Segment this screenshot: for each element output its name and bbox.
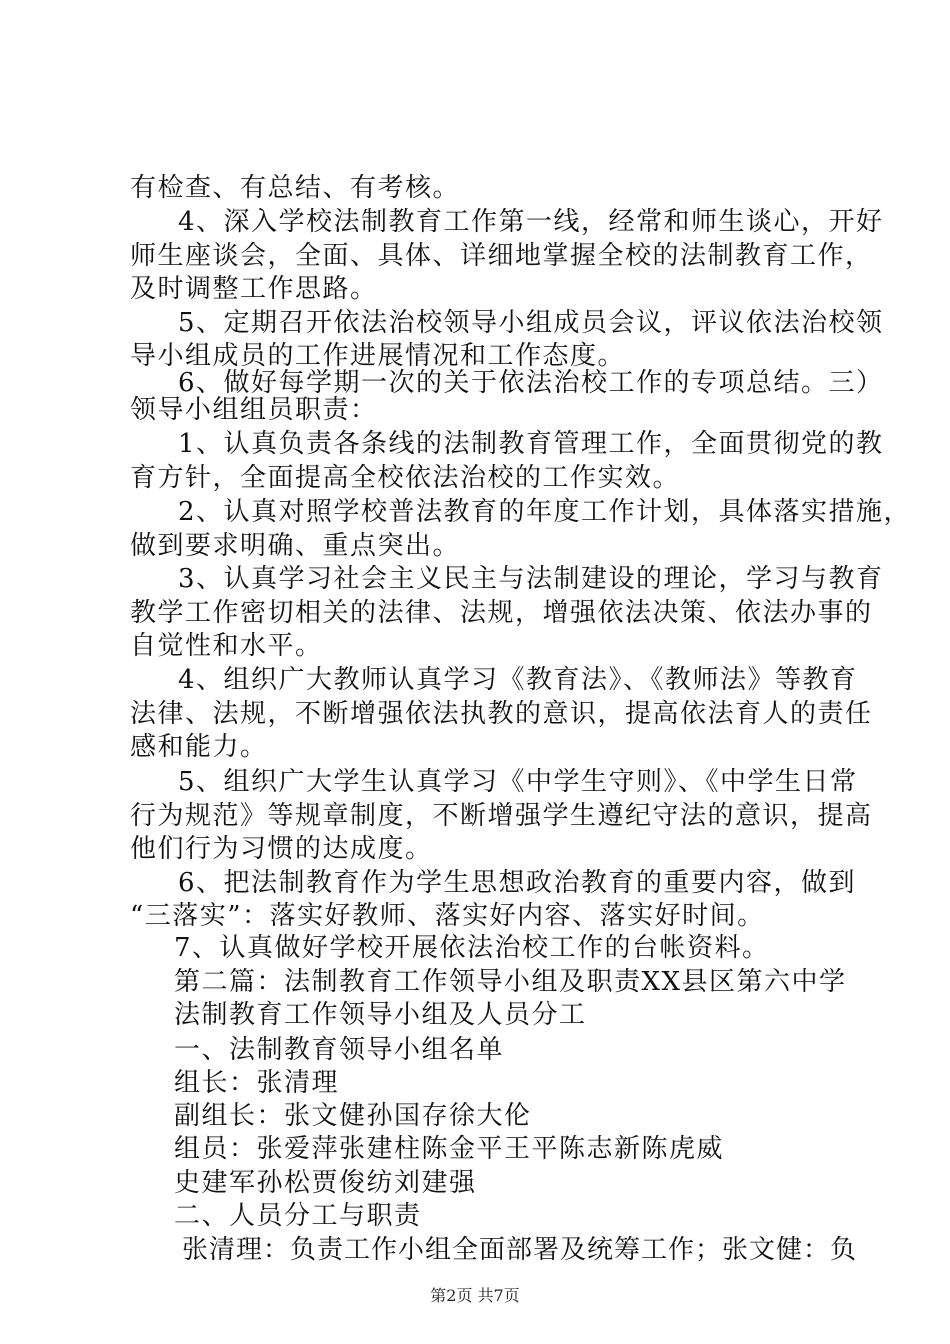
text-line: 史建军孙松贾俊纺刘建强 <box>174 1168 477 1198</box>
text-line: 副组长：张文健孙国存徐大伦 <box>174 1101 532 1131</box>
text-line: 做到要求明确、重点突出。 <box>130 531 461 561</box>
text-line: 5、定期召开依法治校领导小组成员会议，评议依法治校领 <box>178 308 884 338</box>
text-line: 2、认真对照学校普法教育的年度工作计划，具体落实措施， <box>178 497 912 527</box>
text-line: 及时调整工作思路。 <box>130 274 378 304</box>
text-line: 张清理：负责工作小组全面部署及统筹工作；张文健：负 <box>182 1235 858 1265</box>
text-line: 育方针，全面提高全校依法治校的工作实效。 <box>130 463 681 493</box>
text-line: 他们行为习惯的达成度。 <box>130 834 433 864</box>
text-line: 自觉性和水平。 <box>130 631 323 661</box>
text-line: 组员：张爱萍张建柱陈金平王平陈志新陈虎威 <box>174 1134 725 1164</box>
text-line: 6、做好每学期一次的关于依法治校工作的专项总结。三） <box>178 368 884 398</box>
section-heading: 二、人员分工与职责 <box>174 1201 422 1231</box>
text-line: 6、把法制教育作为学生思想政治教育的重要内容，做到 <box>178 868 857 898</box>
text-line: 有检查、有总结、有考核。 <box>130 173 461 203</box>
heading-line: 法制教育工作领导小组及人员分工 <box>174 1000 587 1030</box>
text-line: 教学工作密切相关的法律、法规，增强依法决策、依法办事的 <box>130 598 873 628</box>
text-line: 1、认真负责各条线的法制教育管理工作，全面贯彻党的教 <box>178 429 884 459</box>
text-line: 5、组织广大学生认真学习《中学生守则》、《中学生日常 <box>178 767 858 797</box>
text-line: 组长：张清理 <box>174 1068 340 1098</box>
text-line: 师生座谈会，全面、具体、详细地掌握全校的法制教育工作， <box>130 241 873 271</box>
text-line: 行为规范》等规章制度，不断增强学生遵纪守法的意识，提高 <box>130 801 873 831</box>
text-line: 4、组织广大教师认真学习《教育法》、《教师法》等教育 <box>178 665 858 695</box>
text-line: 导小组成员的工作进展情况和工作态度。 <box>130 341 626 371</box>
text-line: 领导小组组员职责： <box>130 395 378 425</box>
text-line: “三落实”：落实好教师、落实好内容、落实好时间。 <box>130 901 765 931</box>
text-line: 7、认真做好学校开展依法治校工作的台帐资料。 <box>174 933 770 963</box>
text-line: 3、认真学习社会主义民主与法制建设的理论，学习与教育 <box>178 564 884 594</box>
text-line: 4、深入学校法制教育工作第一线，经常和师生谈心，开好 <box>178 207 884 237</box>
section-heading: 一、法制教育领导小组名单 <box>174 1035 505 1065</box>
heading-line: 第二篇：法制教育工作领导小组及职责XX县区第六中学 <box>174 967 847 997</box>
text-line: 感和能力。 <box>130 732 268 762</box>
page-footer: 第2页 共7页 <box>430 1286 520 1305</box>
text-line: 法律、法规，不断增强依法执教的意识，提高依法育人的责任 <box>130 699 873 729</box>
